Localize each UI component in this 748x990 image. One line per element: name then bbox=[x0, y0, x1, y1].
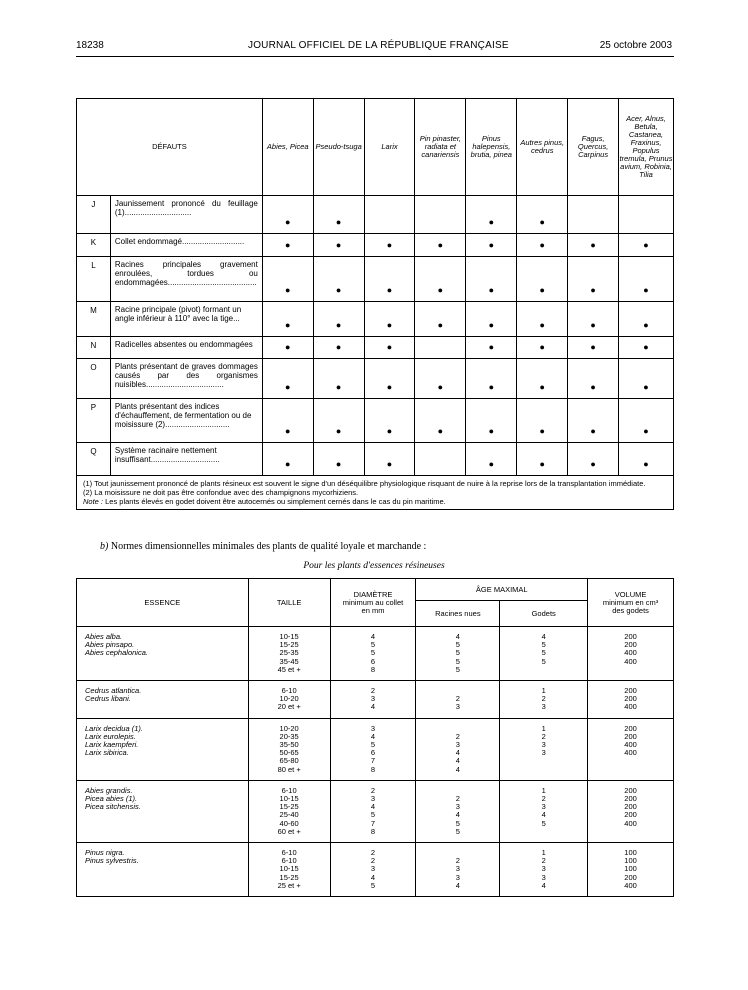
note-2: (2) La moisissure ne doit pas être confondue avec des champignons mycorhiziens. bbox=[83, 488, 359, 497]
taille-cell: 6-10 10-20 20 et + bbox=[248, 681, 330, 719]
defect-dot-cell: ● bbox=[364, 359, 415, 399]
godets-cell: 4 5 5 5 bbox=[500, 627, 588, 681]
page-number: 18238 bbox=[76, 40, 104, 51]
species-group-row bbox=[77, 843, 674, 897]
diametre-cell: 2 3 4 5 7 8 bbox=[330, 780, 416, 842]
racines-header: Racines nues bbox=[416, 601, 500, 627]
section-b-heading bbox=[100, 541, 426, 552]
defect-dot-cell: ● bbox=[568, 399, 619, 443]
defect-dot-cell: ● bbox=[619, 337, 674, 359]
defect-code: Q bbox=[77, 443, 111, 476]
col-header: Abies, Picea bbox=[262, 99, 313, 196]
defect-row bbox=[77, 359, 674, 399]
defect-dot-cell: ● bbox=[262, 196, 313, 234]
defect-code: O bbox=[77, 359, 111, 399]
defect-dot-cell: ● bbox=[568, 359, 619, 399]
defect-dot-cell: ● bbox=[313, 302, 364, 337]
dims-table bbox=[76, 578, 674, 897]
col-header: Fagus, Quercus, Carpinus bbox=[568, 99, 619, 196]
diametre-cell: 4 5 5 6 8 bbox=[330, 627, 416, 681]
defect-dot-cell: ● bbox=[619, 399, 674, 443]
defect-dot-cell: ● bbox=[466, 337, 517, 359]
defect-dot-cell: ● bbox=[415, 359, 466, 399]
defect-code: N bbox=[77, 337, 111, 359]
defect-dot-cell: ● bbox=[568, 302, 619, 337]
table-notes bbox=[77, 476, 674, 510]
taille-cell: 10-15 15-25 25-35 35-45 45 et + bbox=[248, 627, 330, 681]
defect-dot-cell: ● bbox=[313, 234, 364, 257]
taille-cell: 10-20 20-35 35-50 50-65 65-80 80 et + bbox=[248, 718, 330, 780]
defect-dot-cell: ● bbox=[262, 234, 313, 257]
defect-dot-cell: ● bbox=[262, 359, 313, 399]
diametre-header bbox=[330, 579, 416, 627]
defect-dot-cell: ● bbox=[568, 234, 619, 257]
defect-dot-cell: ● bbox=[415, 257, 466, 302]
taille-header: TAILLE bbox=[248, 579, 330, 627]
col-header: Acer, Alnus, Betula, Castanea, Fraxinus, Populus tremula, Prunus avium, Robinia, Tilia bbox=[619, 99, 674, 196]
defect-description: Plants présentant de graves dommages causés par des organismes nuisibles................................... bbox=[110, 359, 262, 399]
col-header: Pin pinaster, radiata et canariensis bbox=[415, 99, 466, 196]
defect-row bbox=[77, 196, 674, 234]
defect-dot-cell: ● bbox=[415, 302, 466, 337]
defect-dot-cell: ● bbox=[619, 359, 674, 399]
taille-cell: 6-10 6-10 10-15 15-25 25 et + bbox=[248, 843, 330, 897]
age-header: ÂGE MAXIMAL bbox=[416, 579, 588, 601]
defect-dot-cell: ● bbox=[568, 337, 619, 359]
defect-dot-cell: ● bbox=[262, 257, 313, 302]
note-1: (1) Tout jaunissement prononcé de plants résineux est souvent le signe d'un déséquilibre physiologique risquant de nuire à la reprise lors de la transplantation immédiate. bbox=[83, 479, 646, 488]
defect-row bbox=[77, 257, 674, 302]
diam-line: DIAMÈTRE bbox=[353, 589, 393, 599]
defect-description: Radicelles absentes ou endommagées bbox=[110, 337, 262, 359]
section-letter: b) bbox=[100, 541, 109, 552]
defect-code: K bbox=[77, 234, 111, 257]
defect-code: M bbox=[77, 302, 111, 337]
defect-dot-cell: ● bbox=[517, 443, 568, 476]
defect-code: L bbox=[77, 257, 111, 302]
species-group-row bbox=[77, 718, 674, 780]
godets-cell: 1 2 3 3 4 bbox=[500, 843, 588, 897]
defect-code: J bbox=[77, 196, 111, 234]
species-cell: Abies grandis. Picea abies (1). Picea sitchensis. bbox=[77, 780, 249, 842]
defect-dot-cell bbox=[568, 196, 619, 234]
defect-dot-cell bbox=[415, 196, 466, 234]
racines-cell: 2 3 4 4 4 bbox=[416, 718, 500, 780]
defect-dot-cell: ● bbox=[466, 399, 517, 443]
defect-dot-cell: ● bbox=[517, 337, 568, 359]
defect-dot-cell: ● bbox=[262, 443, 313, 476]
defect-description: Collet endommagé............................ bbox=[110, 234, 262, 257]
defect-dot-cell: ● bbox=[364, 257, 415, 302]
defect-dot-cell: ● bbox=[517, 302, 568, 337]
defect-dot-cell: ● bbox=[313, 359, 364, 399]
defect-code: P bbox=[77, 399, 111, 443]
volume-header bbox=[588, 579, 674, 627]
defect-row bbox=[77, 399, 674, 443]
defect-dot-cell: ● bbox=[517, 257, 568, 302]
defect-dot-cell: ● bbox=[517, 359, 568, 399]
godets-cell: 1 2 3 3 bbox=[500, 718, 588, 780]
defect-dot-cell: ● bbox=[364, 443, 415, 476]
section-text: Normes dimensionnelles minimales des plants de qualité loyale et marchande : bbox=[108, 541, 427, 552]
vol-line: VOLUME bbox=[614, 589, 647, 599]
defect-dot-cell: ● bbox=[262, 302, 313, 337]
godets-cell: 1 2 3 bbox=[500, 681, 588, 719]
godets-cell: 1 2 3 4 5 bbox=[500, 780, 588, 842]
defect-description: Système racinaire nettement insuffisant............................... bbox=[110, 443, 262, 476]
diametre-cell: 3 4 5 6 7 8 bbox=[330, 718, 416, 780]
defect-dot-cell: ● bbox=[262, 399, 313, 443]
defect-description: Racine principale (pivot) formant un angle inférieur à 110° avec la tige... bbox=[110, 302, 262, 337]
defect-description: Plants présentant des indices d'échauffement, de fermentation ou de moisissure (2)............................. bbox=[110, 399, 262, 443]
godets-header: Godets bbox=[500, 601, 588, 627]
defect-dot-cell: ● bbox=[466, 359, 517, 399]
defect-dot-cell: ● bbox=[364, 337, 415, 359]
defect-description: Racines principales gravement enroulées, tordues ou endommagées........................................ bbox=[110, 257, 262, 302]
defect-dot-cell: ● bbox=[262, 337, 313, 359]
header-rule bbox=[76, 56, 674, 57]
species-group-row bbox=[77, 681, 674, 719]
defect-dot-cell: ● bbox=[619, 234, 674, 257]
species-cell: Pinus nigra. Pinus sylvestris. bbox=[77, 843, 249, 897]
racines-cell: 2 3 4 5 5 bbox=[416, 780, 500, 842]
volume-cell: 100 100 100 200 400 bbox=[588, 843, 674, 897]
taille-cell: 6-10 10-15 15-25 25-40 40-60 60 et + bbox=[248, 780, 330, 842]
diametre-cell: 2 2 3 4 5 bbox=[330, 843, 416, 897]
species-cell: Cedrus atlantica. Cedrus libani. bbox=[77, 681, 249, 719]
note-label: Note : bbox=[83, 497, 104, 506]
defect-dot-cell: ● bbox=[313, 443, 364, 476]
vol-line: des godets bbox=[612, 605, 649, 615]
essence-header: ESSENCE bbox=[77, 579, 249, 627]
volume-cell: 200 200 400 400 bbox=[588, 627, 674, 681]
defect-dot-cell: ● bbox=[466, 234, 517, 257]
diam-line: en mm bbox=[361, 605, 385, 615]
defect-dot-cell bbox=[619, 196, 674, 234]
defect-dot-cell: ● bbox=[313, 257, 364, 302]
racines-cell: 4 5 5 5 5 bbox=[416, 627, 500, 681]
defect-dot-cell: ● bbox=[517, 234, 568, 257]
defect-dot-cell: ● bbox=[313, 337, 364, 359]
defect-dot-cell: ● bbox=[415, 399, 466, 443]
defect-dot-cell: ● bbox=[568, 257, 619, 302]
defect-dot-cell bbox=[364, 196, 415, 234]
volume-cell: 200 200 200 200 400 bbox=[588, 780, 674, 842]
volume-cell: 200 200 400 400 bbox=[588, 718, 674, 780]
defect-dot-cell: ● bbox=[364, 234, 415, 257]
racines-cell: 2 3 bbox=[416, 681, 500, 719]
defect-description: Jaunissement prononcé du feuillage (1).............................. bbox=[110, 196, 262, 234]
defect-dot-cell: ● bbox=[364, 399, 415, 443]
defauts-header: DÉFAUTS bbox=[77, 99, 263, 196]
defect-dot-cell: ● bbox=[415, 234, 466, 257]
defect-row bbox=[77, 337, 674, 359]
diam-line: minimum au collet bbox=[342, 597, 404, 607]
col-header: Autres pinus, cedrus bbox=[517, 99, 568, 196]
defects-table bbox=[76, 98, 674, 510]
defect-dot-cell: ● bbox=[466, 257, 517, 302]
journal-title: JOURNAL OFFICIEL DE LA RÉPUBLIQUE FRANÇAISE bbox=[248, 40, 509, 51]
species-cell: Abies alba. Abies pinsapo. Abies cephalonica. bbox=[77, 627, 249, 681]
species-cell: Larix decidua (1). Larix eurolepis. Larix kaempferi. Larix sibirica. bbox=[77, 718, 249, 780]
vol-line: minimum en cm³ bbox=[602, 597, 659, 607]
note-3-text: Les plants élevés en godet doivent être autocernés ou simplement cernés dans le cas du pin maritime. bbox=[103, 497, 446, 506]
defect-dot-cell: ● bbox=[466, 196, 517, 234]
species-group-row bbox=[77, 780, 674, 842]
diametre-cell: 2 3 4 bbox=[330, 681, 416, 719]
defect-dot-cell: ● bbox=[619, 443, 674, 476]
volume-cell: 200 200 400 bbox=[588, 681, 674, 719]
col-header: Larix bbox=[364, 99, 415, 196]
defect-dot-cell: ● bbox=[466, 443, 517, 476]
racines-cell: 2 3 3 4 bbox=[416, 843, 500, 897]
defect-dot-cell bbox=[415, 337, 466, 359]
defect-row bbox=[77, 234, 674, 257]
col-header: Pseudo-tsuga bbox=[313, 99, 364, 196]
page-date: 25 octobre 2003 bbox=[599, 40, 672, 51]
defect-dot-cell: ● bbox=[313, 196, 364, 234]
defect-dot-cell: ● bbox=[568, 443, 619, 476]
section-subtitle: Pour les plants d'essences résineuses bbox=[303, 561, 445, 571]
defect-dot-cell: ● bbox=[364, 302, 415, 337]
col-header: Pinus halepensis, brutia, pinea bbox=[466, 99, 517, 196]
species-group-row bbox=[77, 627, 674, 681]
defect-dot-cell: ● bbox=[517, 399, 568, 443]
note-3 bbox=[83, 497, 667, 506]
defect-row bbox=[77, 443, 674, 476]
defect-dot-cell: ● bbox=[466, 302, 517, 337]
defect-dot-cell: ● bbox=[619, 257, 674, 302]
defect-row bbox=[77, 302, 674, 337]
defect-dot-cell: ● bbox=[517, 196, 568, 234]
defect-dot-cell: ● bbox=[619, 302, 674, 337]
defect-dot-cell bbox=[415, 443, 466, 476]
defect-dot-cell: ● bbox=[313, 399, 364, 443]
